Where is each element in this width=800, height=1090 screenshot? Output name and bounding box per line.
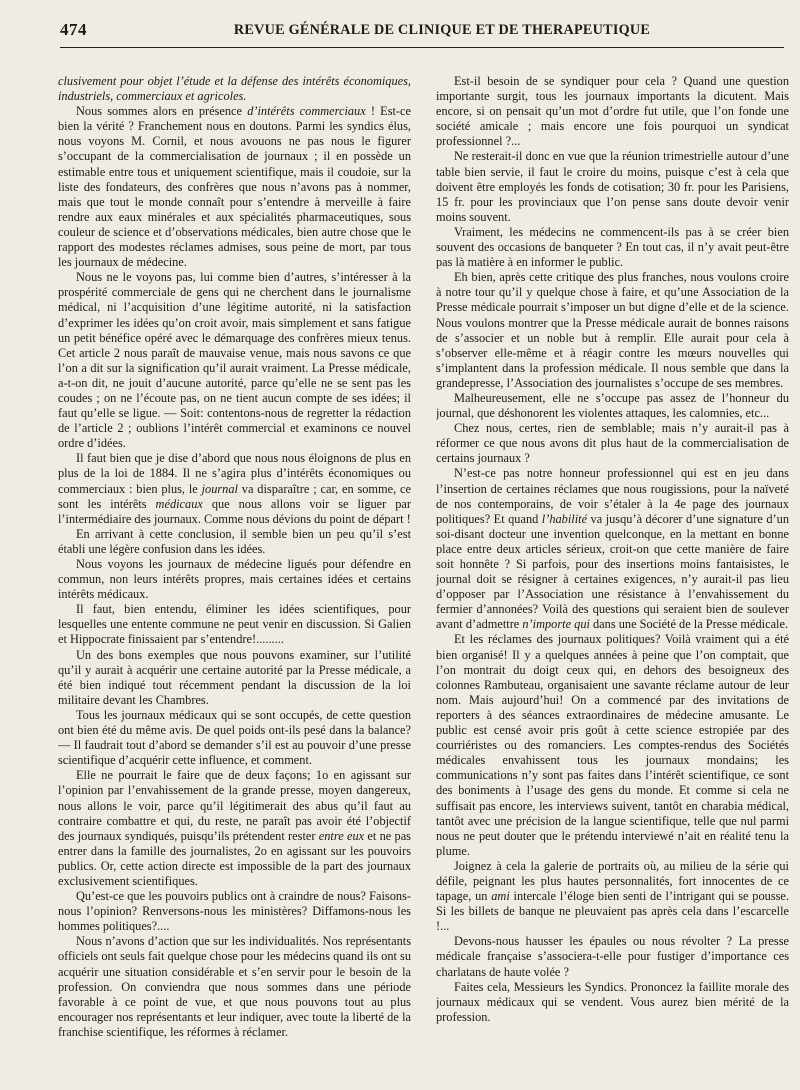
paragraph: Nous n’avons d’action que sur les individualités. Nos représentants officiels ont seuls fait quelque chose pour les médecins quand ils ont su acquérir une situation considérable et s’en servir pour le besoin de la profession. On conviendra que nous sommes dans une période favorable à ce point de vue, et que nous pouvons tout au plus encourager nos représentants et leur indiquer, avec toute la liberté de la franchise scientifique, les réformes à réclamer. <box>58 934 411 1039</box>
paragraph: Chez nous, certes, rien de semblable; mais n’y aurait-il pas à réformer ce que nous avons dit plus haut de la commercialisation de certains journaux ? <box>436 421 789 466</box>
paragraph <box>436 466 789 632</box>
paragraph: Nous voyons les journaux de médecine ligués pour défendre en commun, non leurs intérêts propres, mais certaines idées et certains intérêts médicaux. <box>58 557 411 602</box>
paragraph: Est-il besoin de se syndiquer pour cela ? Quand une question importante surgit, tous les journaux importants la dicutent. Mais encore, si on pensait qu’un mot d’ordre fut utile, que l’on fonde une société amicale ; mais encore une fois pourquoi un syndicat professionnel ?... <box>436 74 789 149</box>
page-number: 474 <box>60 20 87 39</box>
text-run: ! Est-ce bien la vérité ? Franchement nous en doutons. Parmi les syndics élus, nous voyons M. Cornil, et nous avouons ne pas nous le figurer s’occupant de la commercialisation de journaux ; il en possède un estimable entre tous et uniquement scientifique, mais il coudoie, sur la liste des fondateurs, des confrères que nous n’avons pas à nommer, mais que tout le monde connaît pour s’entendre à merveille à faire rendre aux eaux minérales et aux spécialités pharmaceutiques, sous couleur de science et d’observations médicales, bien autre chose que le rapport des modestes réclames admises, sous peine de mort, par tous les journaux de médecine. <box>58 104 411 270</box>
text-run: Elle ne pourrait le faire que de deux façons; 1o en agissant sur l’opinion par l’envahissement de la grande presse, moyen dangereux, nous allons le voir, parce qu’il légitimerait des abus qu’il faut au contraire combattre et qui, du reste, ne paraît pas avoir été l’objectif des journaux syndiqués, puisqu’ils prétendent rester <box>58 768 411 843</box>
paragraph: Devons-nous hausser les épaules ou nous révolter ? La presse médicale française s’associera-t-elle pour fustiger d’importance ces charlatans de haute volée ? <box>436 934 789 979</box>
paragraph <box>58 104 411 270</box>
italic-text: ami <box>491 889 510 904</box>
paragraph: Et les réclames des journaux politiques? Voilà vraiment qui a été bien organisé! Il y a quelques années à peine que l’on comptait, que l’on montrait du doigt ceux qui, en dehors des besoigneux des colonnes Rambuteau, organisaient une savante réclame autour de leur nom. Mais aujourd’hui! On a commencé par des invitations de reporters à des séances extraordinaires de médecine amusante. Le public est censé avoir pris goût à cette science estropiée par des courriéristes ou des romanciers. Les comptes-rendus des Sociétés médicales envahissent tous les journaux mondains; les communications n’y sont pas faites dans l’intérêt scientifique, ce sont des boniments à l’usage des gens du monde. Et comme si cela ne suffisait pas encore, les interviews suivent, tantôt en charabia médical, tantôt avec une précision de la langue scientifique, telle que nul parmi nous ne peut douter que le prétendu interviewé n’ait en réalité tenu la plume. <box>436 632 789 858</box>
text-run: va jusqu’à décorer d’une signature d’un soi-disant docteur une invention quelconque, en la mettant en bonne place entre deux articles sérieux, croit-on que cette manière de faire soit honnête ? Si parfois, pour des insertions moins fantaisistes, le journal doit se résigner à certaines exigences, n’y aurait-il pas lieu d’opposer par l’Association une résistance à l’envahissement du fermier d’annonées? Voilà des questions qui seraient bien de soulever avant d’admettre <box>436 511 789 632</box>
text-run: N’est-ce pas notre honneur professionnel qui est en jeu dans l’insertion de certaines réclames que nous rougissions, pour la naïveté de nos contemporains, de voir s’étaler à la 4e page des journaux politiques? Et quand <box>436 466 789 526</box>
left-column <box>58 74 411 1074</box>
italic-text: d’intérêts commerciaux <box>247 104 366 119</box>
italic-text: l’habilité <box>541 511 588 526</box>
paragraph: Qu’est-ce que les pouvoirs publics ont à craindre de nous? Faisons-nous l’opinion? Renversons-nous les ministères? Diffamons-nous les hommes politiques?.... <box>58 889 411 934</box>
paragraph: Faites cela, Messieurs les Syndics. Prononcez la faillite morale des journaux médicaux qui se vendent. Vous aurez bien mérité de la profession. <box>436 979 789 1024</box>
paragraph: Tous les journaux médicaux qui se sont occupés, de cette question ont bien été du même avis. De quel poids ont-ils pesé dans la balance? — Il faudrait tout d’abord se demander s’il est au pouvoir d’une presse scientifique d’acquérir cette influence, et comment. <box>58 707 411 768</box>
text-run: va disparaître ; car, en somme, ce sont les intérêts <box>58 481 411 511</box>
italic-text: médicaux <box>155 496 203 511</box>
paragraph <box>58 768 411 889</box>
paragraph <box>436 859 789 934</box>
text-run: et ne pas entrer dans la famille des journalistes, 2o en agissant sur les pouvoirs publics. Or, cette action directe est impossible de la part des journaux exclusivement scientifiques. <box>58 828 411 888</box>
text-run: dans une Société de la Presse médicale. <box>589 617 789 632</box>
italic-text: journal <box>201 481 238 496</box>
paragraph: Il faut, bien entendu, éliminer les idées scientifiques, pour lesquelles une entente commune ne peut venir en discussion. Si Galien et Hippocrate finissaient par s’entendre!......... <box>58 602 411 647</box>
text-run: Nous sommes alors en présence <box>76 104 248 119</box>
right-column <box>436 74 789 1074</box>
text-run: Joignez à cela la galerie de portraits où, au milieu de la série qui défile, peignant les plus hautes personnalités, fort innocentes de ce tapage, un <box>436 858 789 904</box>
paragraph <box>58 451 411 526</box>
italic-text: entre eux <box>318 828 365 843</box>
paragraph: Eh bien, après cette critique des plus franches, nous voulons croire à notre tour qu’il y quelque chose à faire, et qu’une Association de la Presse médicale pourrait s’imposer un but digne d’elle et de la science. Nous voulons montrer que la Presse médicale aurait de bonnes raisons de s’associer et un noble but à remplir. Elle aurait pour cela à s’observer elle-même et à réagir contre les mœurs nouvelles qui s’implantent dans la profession médicale. Il nous semble que dans la grandepresse, l’Association des journalistes s’occupe de ses membres. <box>436 270 789 390</box>
paragraph: Ne resterait-il donc en vue que la réunion trimestrielle autour d’une table bien servie, il faut le croire du moins, puisque c’est à cela que doivent être employés les fonds de cotisation; 30 fr. pour les Parisiens, 15 fr. pour les provinciaux que l’on pense sans doute devoir venir moins souvent. <box>436 149 789 224</box>
page-header <box>60 18 784 46</box>
paragraph: Nous ne le voyons pas, lui comme bien d’autres, s’intéresser à la prospérité commerciale de gens qui ne cherchent dans le journalisme médical, ni l’acquisition d’une légitime autorité, ni la satisfaction d’exprimer les idées qu’on croit avoir, mais simplement et sans fatigue un petit bénéfice opéré avec le démarquage des confrères mieux tenus. Cet article 2 nous paraît de mauvaise venue, mais nous savons ce que l’on a dit sur la signification qu’il aurait vraiment. La Presse médicale, a-t-on dit, ne jouit d’aucune autorité, parce qu’elle ne se sent pas les coudes ; on ne l’écoute pas, on ne tient aucun compte de ses idées; il faut qu’elle se ligue. — Soit: contentons-nous de regretter la rédaction de l’article 2 ; oublions l’intérêt commercial et examinons ce nouvel ordre d’idées. <box>58 270 411 451</box>
paragraph <box>58 74 411 104</box>
running-title: REVUE GÉNÉRALE DE CLINIQUE ET DE THERAPEUTIQUE <box>233 22 651 38</box>
italic-text: clusivement pour objet l’étude et la défense des intérêts économiques, industriels, commerciaux et agricoles. <box>58 74 411 104</box>
paragraph: Malheureusement, elle ne s’occupe pas assez de l’honneur du journal, que déshonorent les violentes attaques, les calomnies, etc... <box>436 390 789 421</box>
paragraph: En arrivant à cette conclusion, il semble bien un peu qu’il s’est établi une légère confusion dans les idées. <box>58 526 411 556</box>
paragraph: Vraiment, les médecins ne commencent-ils pas à se créer bien souvent des occasions de banqueter ? En tout cas, il n’y avait peut-être pas là matière à en informer le public. <box>436 224 789 270</box>
header-rule <box>60 47 784 48</box>
italic-text: n’importe qui <box>522 617 590 632</box>
text-run: Il faut bien que je dise d’abord que nous nous éloignons de plus en plus de la loi de 1884. Il ne s’agira plus d’intérêts économiques ou commerciaux : bien plus, le <box>58 451 411 496</box>
text-run: intercale l’éloge bien senti de l’intrigant qui se pousse. Si les billets de banque ne pleuvaient pas après cela dans l’escarcelle !... <box>436 889 789 934</box>
paragraph: Un des bons exemples que nous pouvons examiner, sur l’utilité qu’il y aurait à acquérir une certaine autorité par la Presse médicale, a été bien indiqué tout récemment pendant la discussion de la loi militaire devant les Chambres. <box>58 647 411 707</box>
text-run: que nous allons voir se liguer par l’intermédiaire des journaux. Comme nous dévions du point de départ ! <box>58 496 411 526</box>
